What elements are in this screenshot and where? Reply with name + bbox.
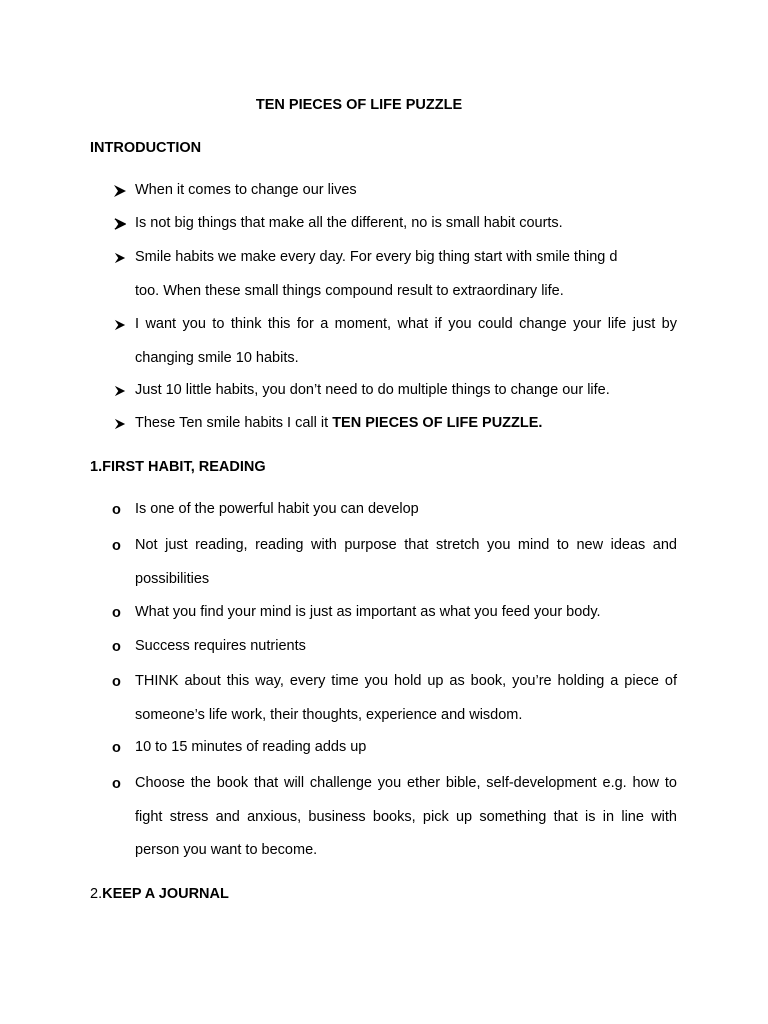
list-item-text: Is one of the powerful habit you can develop	[135, 501, 419, 518]
circle-o-bullet-icon: o	[112, 740, 121, 756]
arrowhead-bullet-icon	[110, 380, 130, 402]
list-item-text	[135, 241, 677, 308]
list-item-text	[135, 407, 677, 441]
section-heading-introduction: INTRODUCTION	[90, 140, 202, 156]
arrowhead-bullet-icon	[110, 213, 130, 235]
list-item-text: Success requires nutrients	[135, 638, 306, 655]
section-heading-first-habit	[90, 456, 266, 478]
arrowhead-bullet-icon	[110, 413, 130, 435]
list-item-line: too. When these small things compound result to extraordinary life.	[135, 282, 564, 299]
document-title: TEN PIECES OF LIFE PUZZLE	[255, 97, 463, 113]
list-item-text: Choose the book that will challenge you ether bible, self-development e.g. how to fight stress and anxious, business books, pick up something that is in line with person you want to become.	[135, 775, 677, 859]
list-item-text-plain: These Ten smile habits I call it	[135, 415, 333, 432]
arrowhead-bullet-icon	[110, 314, 130, 336]
list-item-text-bold: TEN PIECES OF LIFE PUZZLE.	[332, 415, 543, 432]
circle-o-bullet-icon: o	[112, 605, 121, 621]
list-item-text: 10 to 15 minutes of reading adds up	[135, 739, 367, 756]
list-item-text: Is not big things that make all the different, no is small habit courts.	[135, 215, 563, 232]
list-item-line: Smile habits we make every day. For every big thing start with smile thing d	[135, 249, 618, 266]
list-item-text: THINK about this way, every time you hold up as book, you’re holding a piece of someone’s life work, their thoughts, experience and wisdom.	[135, 673, 677, 723]
arrowhead-bullet-icon	[110, 180, 130, 202]
section-number: 2.	[90, 886, 103, 902]
section-heading-text: KEEP A JOURNAL	[102, 886, 229, 902]
circle-o-bullet-icon: o	[112, 502, 121, 518]
section-heading-keep-a-journal	[90, 883, 229, 905]
list-item-text: When it comes to change our lives	[135, 182, 357, 199]
list-item-text: I want you to think this for a moment, what if you could change your life just by changing smile 10 habits.	[135, 316, 677, 366]
section-heading-text: FIRST HABIT, READING	[102, 459, 266, 475]
list-item-text: What you find your mind is just as important as what you feed your body.	[135, 604, 601, 621]
circle-o-bullet-icon: o	[112, 538, 121, 554]
list-item-text: Not just reading, reading with purpose that stretch you mind to new ideas and possibilities	[135, 537, 677, 587]
list-item-text: Just 10 little habits, you don’t need to do multiple things to change our life.	[135, 382, 610, 399]
section-number: 1.	[90, 459, 103, 475]
circle-o-bullet-icon: o	[112, 639, 121, 655]
arrowhead-bullet-icon	[110, 247, 130, 269]
circle-o-bullet-icon: o	[112, 674, 121, 690]
circle-o-bullet-icon: o	[112, 776, 121, 792]
